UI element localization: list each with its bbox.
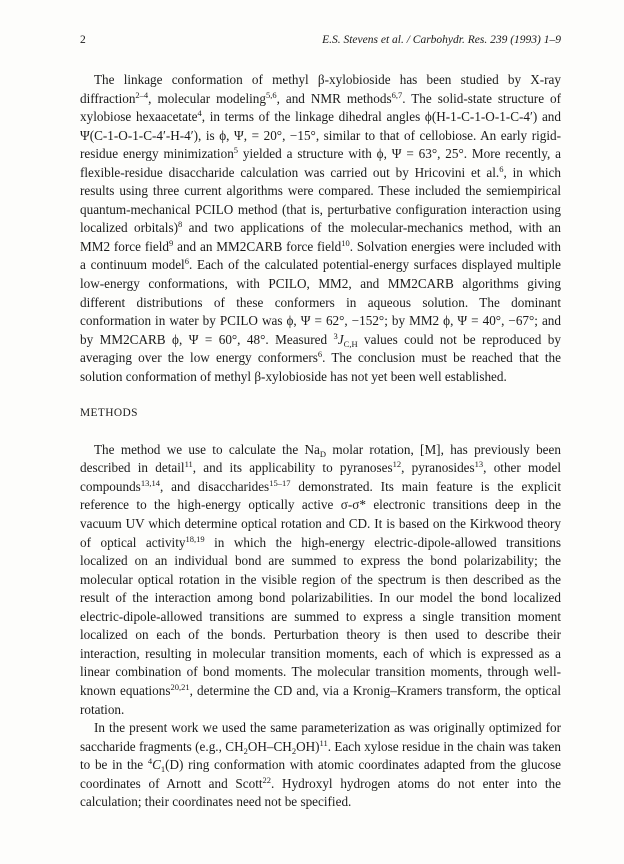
intro-paragraph [80, 71, 561, 386]
text-run: in which the high-energy electric-dipole-allowed transitions localized on an individual bond are summed to express the bond polarizability; the molecular optical rotation in the visible region of the spectrum is then described as the result of the interaction among bond polarizabilities. In our model the bond localized electric-dipole-allowed transitions are summed to express a single transition moment localized on each of the bonds. Perturbation theory is then used to describe their interaction, resulting in molecular transition moments, each of which is expressed as a linear combination of bond moments. The molecular transition moments, through well-known equations [80, 534, 562, 698]
reference-superscript: 22 [262, 774, 272, 785]
text-run: and two applications of the molecular-mechanics method, with an MM2 force field [80, 220, 561, 254]
reference-superscript: 11 [319, 737, 328, 748]
reference-superscript: 5 [233, 145, 239, 156]
formula-subscript: 2 [243, 745, 248, 756]
coupling-superscript: 3 [333, 330, 338, 341]
running-head: E.S. Stevens et al. / Carbohydr. Res. 239 (1993) 1–9 [322, 34, 561, 46]
formula-subscript: 2 [291, 745, 297, 756]
reference-superscript: 10 [341, 237, 350, 248]
text-run: , determine the CD and, via a Kronig–Kramers transform, the optical rotation. [80, 682, 561, 717]
text-run: , in which results using three current algorithms were compared. These included the semiempirical quantum-mechanical PCILO method (that is, perturbative configuration interaction using localized orbitals) [80, 164, 561, 236]
text-run: . The solid-state structure of xylobiose hexaacetate [80, 90, 562, 125]
ring-conformation-subscript: 1 [160, 764, 166, 775]
reference-superscript: 6 [499, 163, 504, 174]
text-run: values could not be reproduced by averaging over the low energy conformers [80, 331, 561, 366]
coupling-subscript: C,H [343, 338, 358, 349]
text-run: and an MM2CARB force field [173, 238, 342, 254]
reference-superscript: 13 [474, 459, 484, 470]
reference-superscript: 20,21 [170, 681, 190, 692]
page-number: 2 [80, 34, 86, 46]
text-run: . Hydroxyl hydrogen atoms do not enter into the calculation; their coordinates need not be specified. [80, 775, 561, 810]
reference-superscript: 18,19 [185, 533, 205, 544]
ring-conformation-superscript: 4 [147, 756, 153, 767]
reference-superscript: 4 [197, 108, 202, 119]
reference-superscript: 13,14 [140, 477, 160, 488]
text-run: The method we use to calculate the Na [94, 441, 320, 457]
section-heading-methods: METHODS [80, 407, 138, 420]
text-run: , other model compounds [80, 460, 561, 494]
text-run: , and NMR methods [276, 90, 392, 106]
text-run: OH) [296, 738, 320, 754]
text-run: . Each of the calculated potential-energy surfaces displayed multiple low-energy conformations, with PCILO, MM2, and MM2CARB algorithms giving different distributions of these conformers in aqueous solution. The dominant conformation in water by PCILO was ϕ, Ψ = 62°, −152°; by MM2 ϕ, Ψ = 40°, −67°; and by MM2CARB ϕ, Ψ = 60°, 48°. Measured [80, 257, 561, 347]
page-header [80, 34, 561, 52]
text-run: . Each xylose residue in the chain was taken to be in the [80, 738, 561, 773]
text-run: . Solvation energies were included with a continuum model [80, 238, 561, 273]
article-body [80, 71, 561, 812]
reference-superscript: 9 [169, 237, 174, 248]
text-run: demonstrated. Its main feature is the explicit reference to the high-energy optically active σ-σ* electronic transitions deep in the vacuum UV which determine optical rotation and CD. It is based on the Kirkwood theory of optical activity [80, 478, 561, 550]
reference-superscript: 12 [392, 459, 402, 470]
reference-superscript: 8 [177, 219, 183, 230]
text-run: , molecular modeling [148, 90, 266, 106]
text-run: , pyranosides [401, 460, 475, 476]
text-run: , and disaccharides [159, 478, 270, 494]
text-run: (D) ring conformation with atomic coordinates adapted from the glucose coordinates of Arnott and Scott [80, 757, 561, 791]
reference-superscript: 6 [317, 349, 323, 360]
coupling-symbol: J [337, 331, 344, 347]
reference-superscript: 5,6 [265, 89, 277, 100]
reference-superscript: 6,7 [391, 89, 403, 100]
reference-superscript: 11 [184, 459, 193, 470]
methods-paragraph-2 [80, 719, 561, 812]
text-run: , in terms of the linkage dihedral angles ϕ(H-1-C-1-O-1-C-4′) and Ψ(C-1-O-1-C-4′-H-4′), is ϕ, Ψ, = 20°, −15°, similar to that of cellobiose. An early rigid-residue energy minimization [80, 109, 561, 162]
reference-superscript: 15–17 [269, 477, 291, 488]
text-run: OH–CH [247, 738, 292, 754]
reference-superscript: 6 [184, 256, 189, 267]
methods-paragraph-1 [80, 441, 561, 719]
text-run: , and its applicability to pyranoses [192, 460, 393, 476]
reference-superscript: 2–4 [135, 89, 149, 100]
text-run: yielded a structure with ϕ, Ψ = 63°, 25°. More recently, a flexible-residue disaccharide calculation was carried out by Hricovini et al. [80, 146, 562, 180]
sodium-d-subscript: D [319, 448, 327, 459]
ring-conformation-symbol: C [152, 757, 161, 773]
text-run: . The conclusion must be reached that the solution conformation of methyl β-xylobioside has not yet been well established. [80, 350, 561, 384]
text-run: The linkage conformation of methyl β-xylobioside has been studied by X-ray diffraction [80, 72, 561, 106]
text-run: In the present work we used the same parameterization as was originally optimized for saccharide fragments (e.g., CH [80, 720, 561, 754]
text-run: molar rotation, [M], has previously been described in detail [80, 441, 561, 476]
